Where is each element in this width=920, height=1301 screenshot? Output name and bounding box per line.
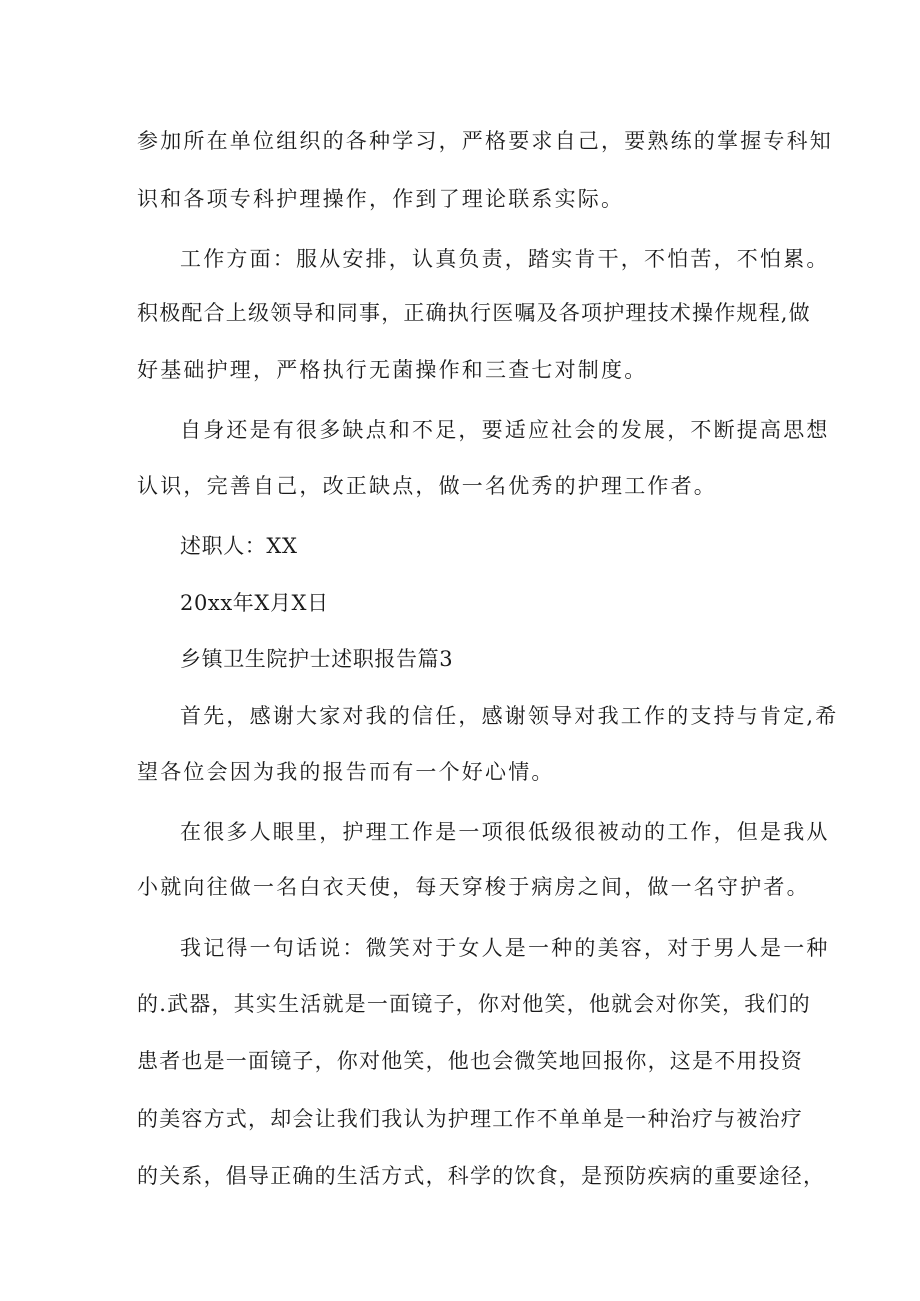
paragraph-line: 的美容方式，却会让我们我认为护理工作不单单是一种治疗与被治疗 xyxy=(137,1107,803,1131)
paragraph-line: 的.武器，其实生活就是一面镜子，你对他笑，他就会对你笑，我们的 xyxy=(137,992,811,1016)
signature-line: 述职人：XX xyxy=(180,534,298,558)
paragraph-line: 首先，感谢大家对我的信任，感谢领导对我工作的支持与肯定,希 xyxy=(180,704,839,728)
paragraph-line: 望各位会因为我的报告而有一个好心情。 xyxy=(137,760,555,784)
paragraph-line: 积极配合上级领导和同事，正确执行医嘱及各项护理技术操作规程,做 xyxy=(137,301,811,325)
paragraph-line: 自身还是有很多缺点和不足，要适应社会的发展，不断提高思想 xyxy=(180,418,830,442)
paragraph-line: 我记得一句话说：微笑对于女人是一种的美容，对于男人是一种 xyxy=(180,936,830,960)
paragraph-line: 认识，完善自己，改正缺点，做一名优秀的护理工作者。 xyxy=(137,474,717,498)
date-line: 20xx年X月X日 xyxy=(180,591,329,615)
paragraph-line: 小就向往做一名白衣天使，每天穿梭于病房之间，做一名守护者。 xyxy=(137,875,810,899)
paragraph-line: 患者也是一面镜子，你对他笑，他也会微笑地回报你，这是不用投资 xyxy=(137,1049,803,1073)
paragraph-line: 参加所在单位组织的各种学习，严格要求自己，要熟练的掌握专科知 xyxy=(137,129,833,153)
paragraph-line: 工作方面：服从安排，认真负责，踏实肯干，不怕苦，不怕累。 xyxy=(180,247,830,271)
paragraph-line: 识和各项专科护理操作，作到了理论联系实际。 xyxy=(137,187,625,211)
paragraph-line: 好基础护理，严格执行无菌操作和三查七对制度。 xyxy=(137,358,648,382)
paragraph-line: 在很多人眼里，护理工作是一项很低级很被动的工作，但是我从 xyxy=(180,820,830,844)
paragraph-line: 的关系，倡导正确的生活方式，科学的饮食，是预防疾病的重要途径， xyxy=(137,1164,826,1188)
section-heading: 乡镇卫生院护士述职报告篇3 xyxy=(180,647,454,671)
